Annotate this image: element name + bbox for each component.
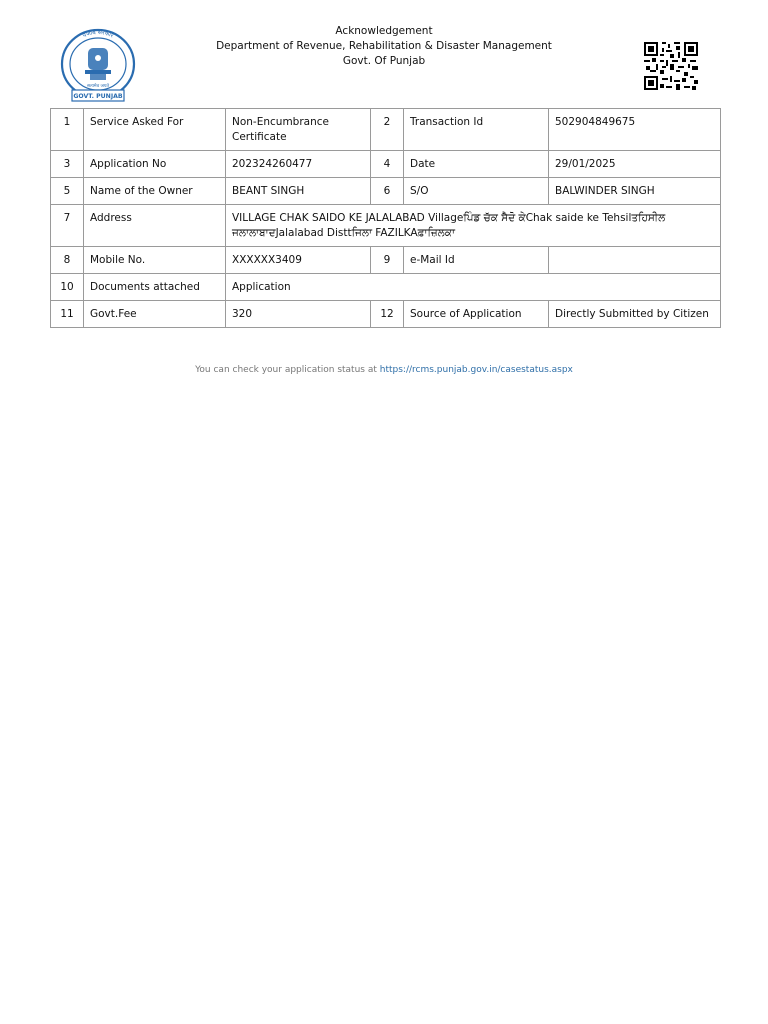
row-number: 11: [51, 301, 84, 328]
row-number: 7: [51, 205, 84, 247]
field-value: Application: [226, 274, 721, 301]
row-number: 6: [371, 178, 404, 205]
case-status-link[interactable]: https://rcms.punjab.gov.in/casestatus.aspx: [379, 365, 573, 375]
field-value: [549, 247, 721, 274]
header-government: Govt. Of Punjab: [342, 55, 426, 67]
field-label: Service Asked For: [84, 109, 226, 151]
acknowledgement-table: [50, 108, 721, 328]
field-value: BEANT SINGH: [226, 178, 371, 205]
table-row: [51, 151, 721, 178]
qr-code-icon: [644, 42, 698, 90]
row-number: 2: [371, 109, 404, 151]
row-number: 9: [371, 247, 404, 274]
emblem-motto: सत्यमेव जयते: [86, 84, 110, 89]
field-label: Name of the Owner: [84, 178, 226, 205]
status-check-note: [0, 365, 768, 375]
field-label: Date: [404, 151, 549, 178]
row-number: 10: [51, 274, 84, 301]
emblem-ring-text-top: पंजाब सरकार: [81, 28, 115, 40]
table-row: [51, 274, 721, 301]
field-label: S/O: [404, 178, 549, 205]
table-row: [51, 247, 721, 274]
field-value: 202324260477: [226, 151, 371, 178]
field-label: Transaction Id: [404, 109, 549, 151]
field-value: 29/01/2025: [549, 151, 721, 178]
field-value: XXXXXX3409: [226, 247, 371, 274]
row-number: 8: [51, 247, 84, 274]
field-label: Mobile No.: [84, 247, 226, 274]
row-number: 5: [51, 178, 84, 205]
row-number: 12: [371, 301, 404, 328]
table-row: [51, 178, 721, 205]
field-value: BALWINDER SINGH: [549, 178, 721, 205]
field-value: 502904849675: [549, 109, 721, 151]
field-label: Address: [84, 205, 226, 247]
field-label: e-Mail Id: [404, 247, 549, 274]
table-row: [51, 205, 721, 247]
emblem-ring-text-bottom: GOVT. PUNJAB: [73, 93, 123, 100]
table-row: [51, 109, 721, 151]
field-label: Source of Application: [404, 301, 549, 328]
row-number: 1: [51, 109, 84, 151]
field-value: 320: [226, 301, 371, 328]
header-department: Department of Revenue, Rehabilitation & Disaster Management: [216, 40, 552, 52]
address-value: VILLAGE CHAK SAIDO KE JALALABAD Villageਪਿੰਡ ਚੱਕ ਸੈਦੋ ਕੇChak saide ke Tehsilਤਹਿਸੀਲ ਜਲਾਲਾਬਾਦJalalabad Disttਜਿਲਾ FAZILKAਫ਼ਾਜ਼ਿਲਕਾ: [226, 205, 721, 247]
field-value: Directly Submitted by Citizen: [549, 301, 721, 328]
table-row: [51, 301, 721, 328]
status-check-text: You can check your application status at: [195, 365, 380, 375]
header-title: Acknowledgement: [335, 25, 433, 37]
row-number: 3: [51, 151, 84, 178]
field-label: Documents attached: [84, 274, 226, 301]
row-number: 4: [371, 151, 404, 178]
field-label: Govt.Fee: [84, 301, 226, 328]
field-label: Application No: [84, 151, 226, 178]
field-value: Non-Encumbrance Certificate: [226, 109, 371, 151]
